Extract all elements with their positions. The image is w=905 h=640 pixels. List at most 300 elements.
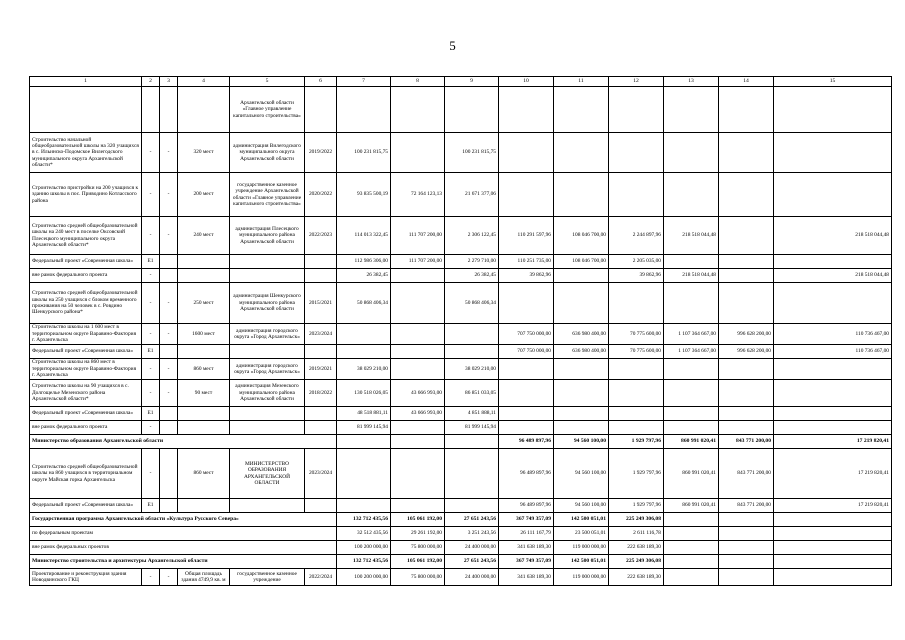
table-cell xyxy=(774,283,892,324)
table-cell: 72 164 123,13 xyxy=(391,173,445,217)
table-cell: 27 651 243,56 xyxy=(445,513,499,527)
table-cell xyxy=(774,380,892,407)
table-cell: 1 107 364 667,00 xyxy=(664,345,719,359)
table-cell xyxy=(609,173,664,217)
table-row xyxy=(30,499,892,513)
table-cell: 142 500 051,01 xyxy=(554,555,609,569)
table-cell xyxy=(719,541,774,555)
table-cell: 4 851 888,11 xyxy=(445,407,499,421)
table-cell xyxy=(609,407,664,421)
table-cell: 105 061 192,00 xyxy=(391,513,445,527)
table-cell: 100 231 815,75 xyxy=(337,133,391,173)
table-cell: Строительство начальной общеобразовательной школы на 320 учащихся в с. Ильинско-Подомское Вилегодского муниципального округа Архангельской области* xyxy=(30,133,142,173)
table-cell: 94 560 100,00 xyxy=(554,449,609,499)
table-row xyxy=(30,569,892,586)
table-cell: Государственная программа Архангельской области «Культура Русского Севера» xyxy=(30,513,337,527)
table-row xyxy=(30,513,892,527)
table-cell xyxy=(774,513,892,527)
table-cell: - xyxy=(142,283,160,324)
table-cell: - xyxy=(142,324,160,345)
table-cell xyxy=(142,87,160,133)
table-cell xyxy=(664,133,719,173)
table-cell xyxy=(774,407,892,421)
table-cell: 5 xyxy=(230,77,305,87)
table-cell: 2019/2021 xyxy=(305,359,337,380)
table-cell xyxy=(160,449,178,499)
table-cell xyxy=(499,380,554,407)
table-cell: 119 000 000,00 xyxy=(554,569,609,586)
table-cell: Федеральный проект «Современная школа» xyxy=(30,255,142,269)
table-cell: 15 xyxy=(774,77,892,87)
table-cell: Е1 xyxy=(142,255,160,269)
table-cell xyxy=(664,527,719,541)
table-cell xyxy=(30,87,142,133)
table-cell: 222 638 189,30 xyxy=(609,569,664,586)
table-cell: 94 560 100,00 xyxy=(554,499,609,513)
table-cell xyxy=(337,87,391,133)
table-cell xyxy=(160,87,178,133)
table-cell: администрация городского округа «Город Архангельск» xyxy=(230,359,305,380)
table-cell xyxy=(609,283,664,324)
table-cell xyxy=(719,421,774,435)
table-cell: 93 835 500,19 xyxy=(337,173,391,217)
table-cell xyxy=(609,359,664,380)
table-cell: - xyxy=(142,449,160,499)
table-cell xyxy=(178,421,230,435)
table-cell xyxy=(499,133,554,173)
table-cell: 96 489 897,96 xyxy=(499,499,554,513)
table-cell: 225 249 306,08 xyxy=(609,555,664,569)
table-cell: 111 707 200,00 xyxy=(391,217,445,255)
table-cell: 707 750 000,00 xyxy=(499,324,554,345)
table-cell xyxy=(230,345,305,359)
table-cell: 3 251 243,56 xyxy=(445,527,499,541)
table-cell xyxy=(554,421,609,435)
table-cell: 81 999 145,94 xyxy=(445,421,499,435)
table-cell: Министерство образования Архангельской области xyxy=(30,435,337,449)
table-cell: 707 750 000,00 xyxy=(499,345,554,359)
table-cell: 320 мест xyxy=(178,133,230,173)
table-cell: 218 518 044,48 xyxy=(774,269,892,283)
table-cell: - xyxy=(160,359,178,380)
table-cell: - xyxy=(160,173,178,217)
table-cell xyxy=(719,380,774,407)
table-row xyxy=(30,173,892,217)
table-cell xyxy=(719,269,774,283)
table-cell: 38 029 210,00 xyxy=(445,359,499,380)
table-cell: 843 771 200,00 xyxy=(719,449,774,499)
table-cell xyxy=(664,555,719,569)
table-cell: 96 489 897,96 xyxy=(499,435,554,449)
table-cell xyxy=(774,359,892,380)
table-cell: Строительство школы на 90 учащихся в с. Долгощелье Мезенского района Архангельской области* xyxy=(30,380,142,407)
table-cell: - xyxy=(142,380,160,407)
table-row xyxy=(30,541,892,555)
table-cell xyxy=(719,569,774,586)
table-cell: Федеральный проект «Современная школа» xyxy=(30,499,142,513)
table-cell xyxy=(391,324,445,345)
table-cell: 111 707 200,00 xyxy=(391,255,445,269)
table-cell: 843 771 200,00 xyxy=(719,435,774,449)
table-cell: Строительство школы на 1 600 мест в территориальном округе Варавино-Фактория г. Архангельска xyxy=(30,324,142,345)
table-cell: 90 мест xyxy=(178,380,230,407)
table-row xyxy=(30,421,892,435)
table-cell xyxy=(230,255,305,269)
table-cell: государственное казенное учреждение xyxy=(230,569,305,586)
table-cell: 132 712 435,56 xyxy=(337,513,391,527)
table-cell: - xyxy=(142,173,160,217)
table-cell: 10 xyxy=(499,77,554,87)
table-cell: 2 306 122,45 xyxy=(445,217,499,255)
table-cell: 70 775 600,00 xyxy=(609,324,664,345)
table-cell: 75 800 000,00 xyxy=(391,569,445,586)
table-cell: Строительство средней общеобразовательной школы на 250 учащихся с блоком временного проживания на 50 человек в с. Ровдино Шенкурского района* xyxy=(30,283,142,324)
table-cell xyxy=(178,407,230,421)
table-header-row xyxy=(30,77,892,87)
table-cell: 38 029 210,00 xyxy=(337,359,391,380)
table-cell xyxy=(609,87,664,133)
table-cell xyxy=(391,345,445,359)
table-cell: 27 651 243,56 xyxy=(445,555,499,569)
table-cell xyxy=(664,569,719,586)
table-cell: - xyxy=(160,324,178,345)
table-row xyxy=(30,449,892,499)
table-cell xyxy=(445,87,499,133)
table-cell: администрация Вилегодского муниципального округа Архангельской области xyxy=(230,133,305,173)
table-row xyxy=(30,87,892,133)
table-cell xyxy=(337,499,391,513)
table-cell: 2020/2022 xyxy=(305,173,337,217)
table-cell xyxy=(160,499,178,513)
table-cell xyxy=(305,407,337,421)
table-cell: Федеральный проект «Современная школа» xyxy=(30,407,142,421)
table-row xyxy=(30,407,892,421)
table-cell: 105 061 192,00 xyxy=(391,555,445,569)
table-cell: Строительство школы на 860 мест в территориальном округе Варавино-Фактория г. Архангельска xyxy=(30,359,142,380)
table-cell: 1 xyxy=(30,77,142,87)
table-cell: 225 249 306,08 xyxy=(609,513,664,527)
page-number: 5 xyxy=(449,38,456,53)
table-row xyxy=(30,255,892,269)
table-cell xyxy=(664,359,719,380)
table-cell xyxy=(230,421,305,435)
table-cell: МИНИСТЕРСТВО ОБРАЗОВАНИЯ АРХАНГЕЛЬСКОЙ ОБЛАСТИ xyxy=(230,449,305,499)
table-cell: 2 244 897,96 xyxy=(609,217,664,255)
table-cell: 996 628 200,00 xyxy=(719,345,774,359)
table-cell: 2023/2024 xyxy=(305,449,337,499)
table-cell: 50 868 406,34 xyxy=(337,283,391,324)
table-cell xyxy=(554,269,609,283)
table-cell: 50 868 406,34 xyxy=(445,283,499,324)
table-cell: 341 638 189,30 xyxy=(499,569,554,586)
table-cell xyxy=(178,255,230,269)
table-cell: - xyxy=(142,421,160,435)
table-cell xyxy=(499,407,554,421)
table-cell xyxy=(719,255,774,269)
table-cell xyxy=(391,133,445,173)
table-cell xyxy=(445,345,499,359)
table-cell: - xyxy=(142,359,160,380)
table-cell xyxy=(499,359,554,380)
table-cell: 4 xyxy=(178,77,230,87)
table-cell: администрация Плесецкого муниципального района Архангельской области xyxy=(230,217,305,255)
table-cell xyxy=(664,541,719,555)
table-cell xyxy=(719,407,774,421)
table-cell: - xyxy=(142,569,160,586)
table-cell xyxy=(774,255,892,269)
table-cell xyxy=(305,269,337,283)
table-cell: вне рамок федеральных проектов xyxy=(30,541,337,555)
table-cell: 367 749 357,09 xyxy=(499,555,554,569)
table-cell: 132 712 435,56 xyxy=(337,555,391,569)
table-cell xyxy=(609,380,664,407)
table-cell: 2 xyxy=(142,77,160,87)
table-cell xyxy=(337,435,391,449)
table-cell xyxy=(391,269,445,283)
table-cell: 110 251 735,00 xyxy=(499,255,554,269)
table-cell xyxy=(391,283,445,324)
table-cell xyxy=(664,407,719,421)
table-cell: 21 671 377,06 xyxy=(445,173,499,217)
table-cell: 218 518 044,48 xyxy=(664,217,719,255)
program-table xyxy=(29,76,892,586)
table-cell: 110 736 467,00 xyxy=(774,345,892,359)
table-cell: 39 862,96 xyxy=(499,269,554,283)
table-cell xyxy=(178,345,230,359)
table-cell xyxy=(554,359,609,380)
table-cell xyxy=(160,407,178,421)
table-cell xyxy=(664,173,719,217)
table-cell: 240 мест xyxy=(178,217,230,255)
table-row xyxy=(30,359,892,380)
table-cell: 96 489 897,96 xyxy=(499,449,554,499)
table-cell: 341 638 189,30 xyxy=(499,541,554,555)
table-cell: 1 929 797,96 xyxy=(609,449,664,499)
table-row xyxy=(30,435,892,449)
table-cell xyxy=(774,541,892,555)
table-cell xyxy=(609,421,664,435)
table-cell: 26 382,45 xyxy=(445,269,499,283)
table-cell: - xyxy=(142,269,160,283)
table-cell: 9 xyxy=(445,77,499,87)
table-cell xyxy=(554,133,609,173)
table-cell xyxy=(160,269,178,283)
table-row xyxy=(30,527,892,541)
table-cell xyxy=(305,87,337,133)
table-cell: 32 512 435,56 xyxy=(337,527,391,541)
table-cell xyxy=(337,324,391,345)
table-cell: 17 219 820,41 xyxy=(774,435,892,449)
table-cell: 860 991 020,41 xyxy=(664,435,719,449)
table-cell: 94 560 100,00 xyxy=(554,435,609,449)
table-cell: 200 мест xyxy=(178,173,230,217)
table-cell: 860 мест xyxy=(178,359,230,380)
table-cell xyxy=(391,449,445,499)
table-cell xyxy=(554,407,609,421)
table-cell: 2018/2022 xyxy=(305,380,337,407)
table-cell xyxy=(230,407,305,421)
table-cell xyxy=(499,173,554,217)
table-cell xyxy=(554,87,609,133)
table-cell: - xyxy=(142,217,160,255)
table-cell: 2019/2022 xyxy=(305,133,337,173)
table-cell xyxy=(305,421,337,435)
table-cell xyxy=(664,380,719,407)
table-cell: 8 xyxy=(391,77,445,87)
table-cell: государственное казенное учреждение Архангельской области «Главное управление капитального строительства» xyxy=(230,173,305,217)
table-cell: 1 929 797,96 xyxy=(609,435,664,449)
table-cell xyxy=(664,255,719,269)
table-cell: 1 929 797,96 xyxy=(609,499,664,513)
table-cell xyxy=(178,499,230,513)
table-cell xyxy=(305,499,337,513)
table-cell: 218 518 044,48 xyxy=(774,217,892,255)
table-cell xyxy=(664,513,719,527)
table-cell xyxy=(774,87,892,133)
table-cell xyxy=(719,513,774,527)
table-cell: 14 xyxy=(719,77,774,87)
table-cell xyxy=(230,269,305,283)
table-cell: 860 991 020,41 xyxy=(664,499,719,513)
table-cell: 100 200 000,00 xyxy=(337,541,391,555)
table-cell: 24 400 000,00 xyxy=(445,541,499,555)
table-cell xyxy=(554,380,609,407)
table-cell: вне рамок федерального проекта xyxy=(30,269,142,283)
table-cell: - xyxy=(160,283,178,324)
table-cell xyxy=(774,173,892,217)
table-cell: 81 999 145,94 xyxy=(337,421,391,435)
table-cell: 142 500 051,01 xyxy=(554,513,609,527)
table-cell: 86 851 033,05 xyxy=(445,380,499,407)
table-cell: 43 666 993,00 xyxy=(391,407,445,421)
table-cell: Проектирование и реконструкция здания Новодвинского ГКЦ xyxy=(30,569,142,586)
table-cell: 100 231 815,75 xyxy=(445,133,499,173)
table-cell: администрация Шенкурского муниципального района Архангельской области xyxy=(230,283,305,324)
table-cell xyxy=(391,421,445,435)
table-cell: 636 980 400,00 xyxy=(554,345,609,359)
table-cell: 23 500 051,01 xyxy=(554,527,609,541)
table-cell xyxy=(305,345,337,359)
table-cell: 114 013 322,45 xyxy=(337,217,391,255)
table-cell: Федеральный проект «Современная школа» xyxy=(30,345,142,359)
table-cell: 860 мест xyxy=(178,449,230,499)
table-cell: 2022/2023 xyxy=(305,217,337,255)
table-cell: 1600 мест xyxy=(178,324,230,345)
table-cell xyxy=(719,173,774,217)
table-cell: вне рамок федерального проекта xyxy=(30,421,142,435)
table-cell xyxy=(499,87,554,133)
table-cell xyxy=(554,283,609,324)
table-cell: 26 111 167,79 xyxy=(499,527,554,541)
table-cell xyxy=(445,499,499,513)
table-cell: администрация Мезенского муниципального района Архангельской области xyxy=(230,380,305,407)
table-cell xyxy=(719,217,774,255)
table-cell: 29 261 192,00 xyxy=(391,527,445,541)
table-cell: 130 518 026,05 xyxy=(337,380,391,407)
table-cell: 43 666 993,00 xyxy=(391,380,445,407)
table-cell: Строительство средней общеобразовательной школы на 240 мест в поселке Оксовский Плесецкого муниципального округа Архангельской области* xyxy=(30,217,142,255)
table-cell xyxy=(445,449,499,499)
table-cell xyxy=(337,449,391,499)
table-cell xyxy=(160,345,178,359)
table-cell: 2022/2024 xyxy=(305,569,337,586)
table-cell: по федеральным проектам xyxy=(30,527,337,541)
table-cell: 2 611 116,78 xyxy=(609,527,664,541)
table-cell: 75 800 000,00 xyxy=(391,541,445,555)
table-cell: 3 xyxy=(160,77,178,87)
table-cell: 7 xyxy=(337,77,391,87)
table-cell: Министерство строительства и архитектуры Архангельской области xyxy=(30,555,337,569)
table-cell: 250 мест xyxy=(178,283,230,324)
table-cell: 108 046 700,00 xyxy=(554,255,609,269)
table-cell xyxy=(391,435,445,449)
table-cell xyxy=(774,133,892,173)
table-cell: 2 279 710,00 xyxy=(445,255,499,269)
table-cell: 13 xyxy=(664,77,719,87)
table-cell xyxy=(445,435,499,449)
table-cell: Е1 xyxy=(142,345,160,359)
table-cell xyxy=(160,421,178,435)
table-cell: 218 518 044,48 xyxy=(664,269,719,283)
table-row xyxy=(30,380,892,407)
table-cell xyxy=(391,359,445,380)
table-cell xyxy=(391,87,445,133)
table-cell: - xyxy=(142,133,160,173)
table-cell xyxy=(609,133,664,173)
table-cell: 860 991 020,41 xyxy=(664,449,719,499)
table-cell: Архангельской области «Главное управление капитального строительства» xyxy=(230,87,305,133)
table-cell: 222 638 189,30 xyxy=(609,541,664,555)
table-cell xyxy=(230,499,305,513)
table-cell xyxy=(774,555,892,569)
table-row xyxy=(30,269,892,283)
table-cell: 11 xyxy=(554,77,609,87)
table-row xyxy=(30,217,892,255)
table-cell: - xyxy=(160,217,178,255)
table-cell xyxy=(499,421,554,435)
table-row xyxy=(30,283,892,324)
table-cell xyxy=(554,173,609,217)
table-cell: 6 xyxy=(305,77,337,87)
table-cell xyxy=(719,283,774,324)
table-cell: 108 046 700,00 xyxy=(554,217,609,255)
table-cell xyxy=(305,255,337,269)
table-cell xyxy=(391,499,445,513)
table-cell xyxy=(664,87,719,133)
table-cell xyxy=(719,87,774,133)
table-cell xyxy=(664,283,719,324)
table-row xyxy=(30,133,892,173)
table-cell xyxy=(719,359,774,380)
table-cell: 39 862,96 xyxy=(609,269,664,283)
table-body xyxy=(30,77,892,586)
table-cell: 636 980 400,00 xyxy=(554,324,609,345)
table-cell xyxy=(445,324,499,345)
table-cell xyxy=(719,555,774,569)
table-cell: 112 986 306,00 xyxy=(337,255,391,269)
table-cell: 2 205 035,00 xyxy=(609,255,664,269)
table-cell xyxy=(774,569,892,586)
table-cell xyxy=(774,421,892,435)
table-cell: 26 382,45 xyxy=(337,269,391,283)
table-cell: 843 771 200,00 xyxy=(719,499,774,513)
table-cell: 119 000 000,00 xyxy=(554,541,609,555)
table-cell xyxy=(337,345,391,359)
table-cell: - xyxy=(160,380,178,407)
table-cell: 1 107 364 667,00 xyxy=(664,324,719,345)
table-cell: 110 736 467,00 xyxy=(774,324,892,345)
table-cell: - xyxy=(160,133,178,173)
